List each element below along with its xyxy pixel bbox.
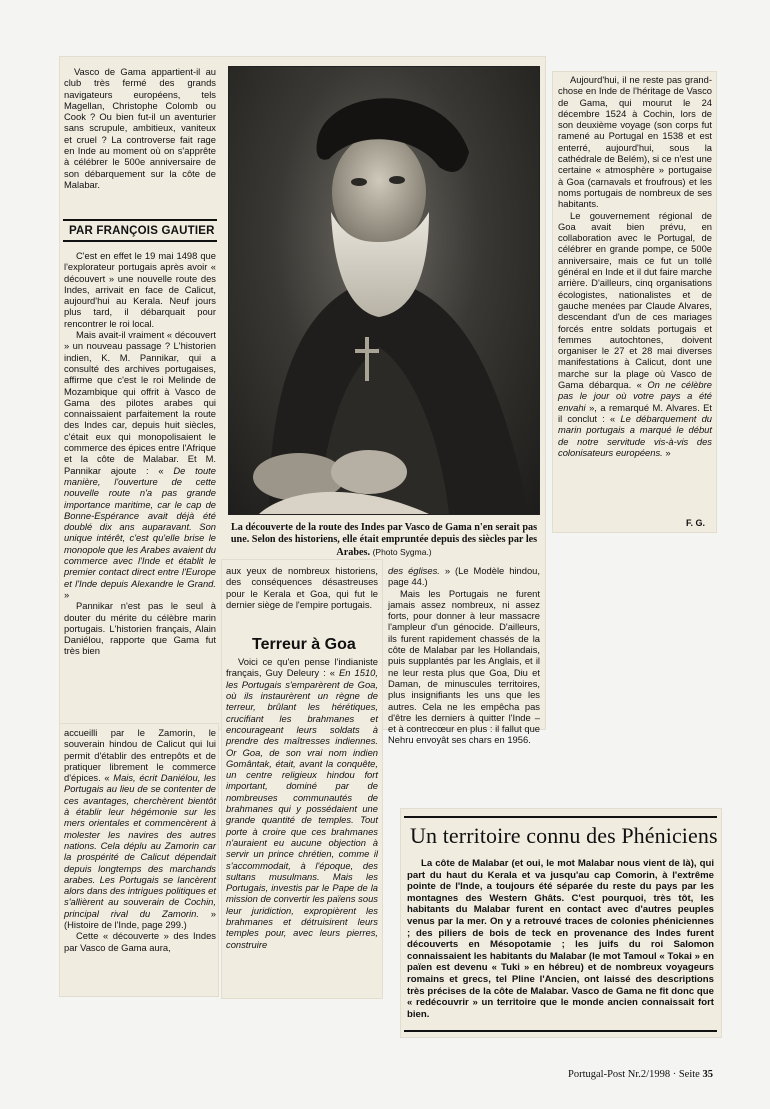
- footer-publication: Portugal-Post Nr.2/1998 · Seite: [568, 1069, 700, 1080]
- col3-paragraph-2: Mais les Portugais ne furent jamais assez nombreux, ni assez forts, pour donner à leur massacre l'ampleur d'un génocide. D'ailleurs, ils furent rapidement chassés de la côte de Malabar par les Hollandais, puis supplantés par les Anglais, et il ne leur resta plus que Goa, Diu et Daman, de minuscules territoires, plus insignifiants les uns que les autres. Cela ne les empêcha pas d'être les derniers à quitter l'Inde – et à contrecœur en plus : il fallut que Nehru envoyât ses chars en 1956.: [388, 587, 540, 746]
- col1-paragraph-2: Mais avait-il vraiment « découvert » un nouveau passage ? L'historien indien, K. M. Pannikar, qui a consulté des archives portugaises, affirme que c'est le roi Melinde de Mozambique qui offrit à Vasco de Gama des pilotes arabes qui connaissaient parfaitement la route des Indes car, depuis huit siècles, c'était eux qui monopolisaient le commerce des épices entre l'Afrique et la côte de Malabar. Et M. Pannikar ajoute : « De toute manière, l'ouverture de cette nouvelle route n'a pas grande importance maritime, car le cap de Bonne-Espérance avait déjà été doublé dix ans auparavant. Son unique intérêt, c'est qu'elle brise le monopole que les Arabes avaient du commerce avec l'Inde et établit le premier contact direct entre l'Europe et l'Inde depuis Alexandre le Grand. »: [64, 329, 216, 600]
- col4-paragraph-1: Aujourd'hui, il ne reste pas grand-chose en Inde de l'héritage de Vasco de Gama, qui mourut le 24 décembre 1524 à Cochin, lors de son deuxième voyage (son corps fut ramené au Portugal en 1538 et est enterré, aujourd'hui, sous la cathédrale de Belém), si ce n'est une certaine « atmosphère » portugaise à Goa (carnavals et froufrous) et les noms portugais de nombreux de ses habitants.: [558, 74, 712, 210]
- col1-paragraph-1: C'est en effet le 19 mai 1498 que l'explorateur portugais après avoir « découvert » une nouvelle route des Indes, arrivait en face de Calicut, aujourd'hui au Kerala. Neuf jours plus tard, il débarquait pour rencontrer le roi local.: [64, 250, 216, 329]
- page-footer: [568, 1069, 713, 1080]
- box-top-rule: [404, 816, 717, 818]
- portrait-illustration: [229, 67, 539, 514]
- column-4: [558, 74, 712, 514]
- caption-credit: (Photo Sygma.): [372, 547, 432, 557]
- col1b-paragraph-2: Cette « découverte » des Indes par Vasco de Gama aura,: [64, 930, 216, 953]
- column-1-continued: [64, 727, 216, 995]
- byline: PAR FRANÇOIS GAUTIER: [63, 219, 217, 242]
- box-title: Un territoire connu des Phéniciens: [410, 823, 718, 848]
- col2-paragraph-2: Voici ce qu'en pense l'indianiste français, Guy Deleury : « En 1510, les Portugais s'emparèrent de Goa, où ils instaurèrent un règne de terreur, brûlant les hérétiques, crucifiant les brahmanes et encourageant leurs soldats à prendre des maîtresses indiennes. Or Goa, de son vrai nom indien Gomântak, était, avant la conquête, un centre religieux hindou fort important, dominé par de nombreuses communautés de brahmanes qui y possédaient une grande quantité de temples. Tout porte à croire que ces brahmanes n'auraient eu aucune objection à servir un prince chrétien, comme il s'accommodait, à l'époque, des sultans musulmans. Mais les Portugais, investis par le Pape de la mission de convertir les païens sous leur juridiction, expropièrent les brahmanes et détruisirent leurs temples pour, avec leurs pierres, construire: [226, 656, 378, 950]
- col3-paragraph-1: des églises. » (Le Modèle hindou, page 44.): [388, 565, 540, 588]
- col1b-paragraph-1: accueilli par le Zamorin, le souverain hindou de Calicut qui lui permit d'établir des entrepôts et de pratiquer librement le commerce d'épices. « Mais, écrit Daniélou, les Portugais au lieu de se contenter de ces avantages, cherchèrent bientôt à établir leur hégémonie sur les mers orientales et commencèrent à molester les navires des autres nations. Cela déplu au Zamorin car la prospérité de Calicut dépendait depuis longtemps des marchands arabes. Les Portugais se lancèrent alors dans des intrigues politiques et s'allièrent au souverain de Cochin, principal rival du Zamorin. » (Histoire de l'Inde, page 299.): [64, 727, 216, 931]
- col4-paragraph-2: Le gouvernement régional de Goa avait bien prévu, en collaboration avec le Portugal, de célébrer en grande pompe, ce 500e anniversaire, mais ce fut un tollé général en Inde et il dut faire marche arrière. D'ailleurs, cinq organisations écologistes, nationalistes et de gauche menées par Claude Alvares, descendant d'un de ces mariages forcés entre soldats portugais et femmes autochtones, doivent organiser le 27 et 28 mai diverses manifestations à Calicut, dont une marche sur la plage où Vasco de Gama débarqua. « On ne célèbre pas le jour où votre pays a été envahi », a remarqué M. Alvares. Et il conclut : « Le débarquement du marin portugais a marqué le début de notre servitude vis-à-vis des colonisateurs européens. »: [558, 209, 713, 458]
- photo-caption: [226, 522, 542, 559]
- intro-text: Vasco de Gama appartient-il au club très fermé des grands navigateurs européens, tels Magellan, Christophe Colomb ou Cook ? Ou bien fut-il un aventurier sans scrupule, ambitieux, vaniteux et cruel ? La controverse fait rage en Inde au moment où on s'apprête à célébrer le 500e anniversaire de son débarquement sur la côte de Malabar.: [64, 66, 216, 190]
- caption-text: La découverte de la route des Indes par Vasco de Gama n'en serait pas une. Selon des historiens, elle était empruntée depuis des siècles par les Arabes.: [230, 522, 538, 558]
- box-text: [407, 858, 714, 1020]
- col2-paragraph-1: aux yeux de nombreux historiens, des conséquences désastreuses pour le Kerala et Goa, qui fut le dernier siège de l'empire portugais.: [226, 565, 378, 610]
- page-number: 35: [702, 1069, 713, 1080]
- box-bottom-rule: [404, 1030, 717, 1032]
- column-3: [388, 565, 540, 746]
- author-initials: F. G.: [686, 518, 706, 528]
- intro-paragraph: [64, 66, 216, 216]
- box-paragraph: La côte de Malabar (et oui, le mot Malabar nous vient de là), qui part du haut du Kerala et va jusqu'au cap Comorin, à l'extrême pointe de l'Inde, a toujours été séparée du reste du pays par les montagnes des Western Ghâts. C'est pourquoi, très tôt, les habitants du Malabar furent en contact avec d'autres peuples venus par la mer. On y a retrouvé traces de colonies phéniciennes ; des piliers de bois de teck en provenance des Indes furent découverts en Mésopotamie ; les juifs du roi Salomon connaissaient les habitants du Malabar (le mot Tamoul « Tokai » en païen est devenu « Tuki » en hébreu) et de nombreux voyageurs romains et grecs, tel Pline l'Ancien, ont laissé des descriptions très précises de la côte de Malabar. Vasco de Gama ne fit donc que « redécouvrir » un territoire que le monde ancien connaissait fort bien.: [407, 858, 714, 1020]
- column-2: [226, 565, 378, 997]
- section-heading-terreur: Terreur à Goa: [252, 636, 356, 653]
- portrait-photo: [228, 66, 540, 515]
- col1-paragraph-3: Pannikar n'est pas le seul à douter du mérite du célèbre marin portugais. L'historien français, Alain Daniélou, rapporte que Gama fut très bien: [64, 600, 216, 657]
- column-1: [64, 250, 216, 724]
